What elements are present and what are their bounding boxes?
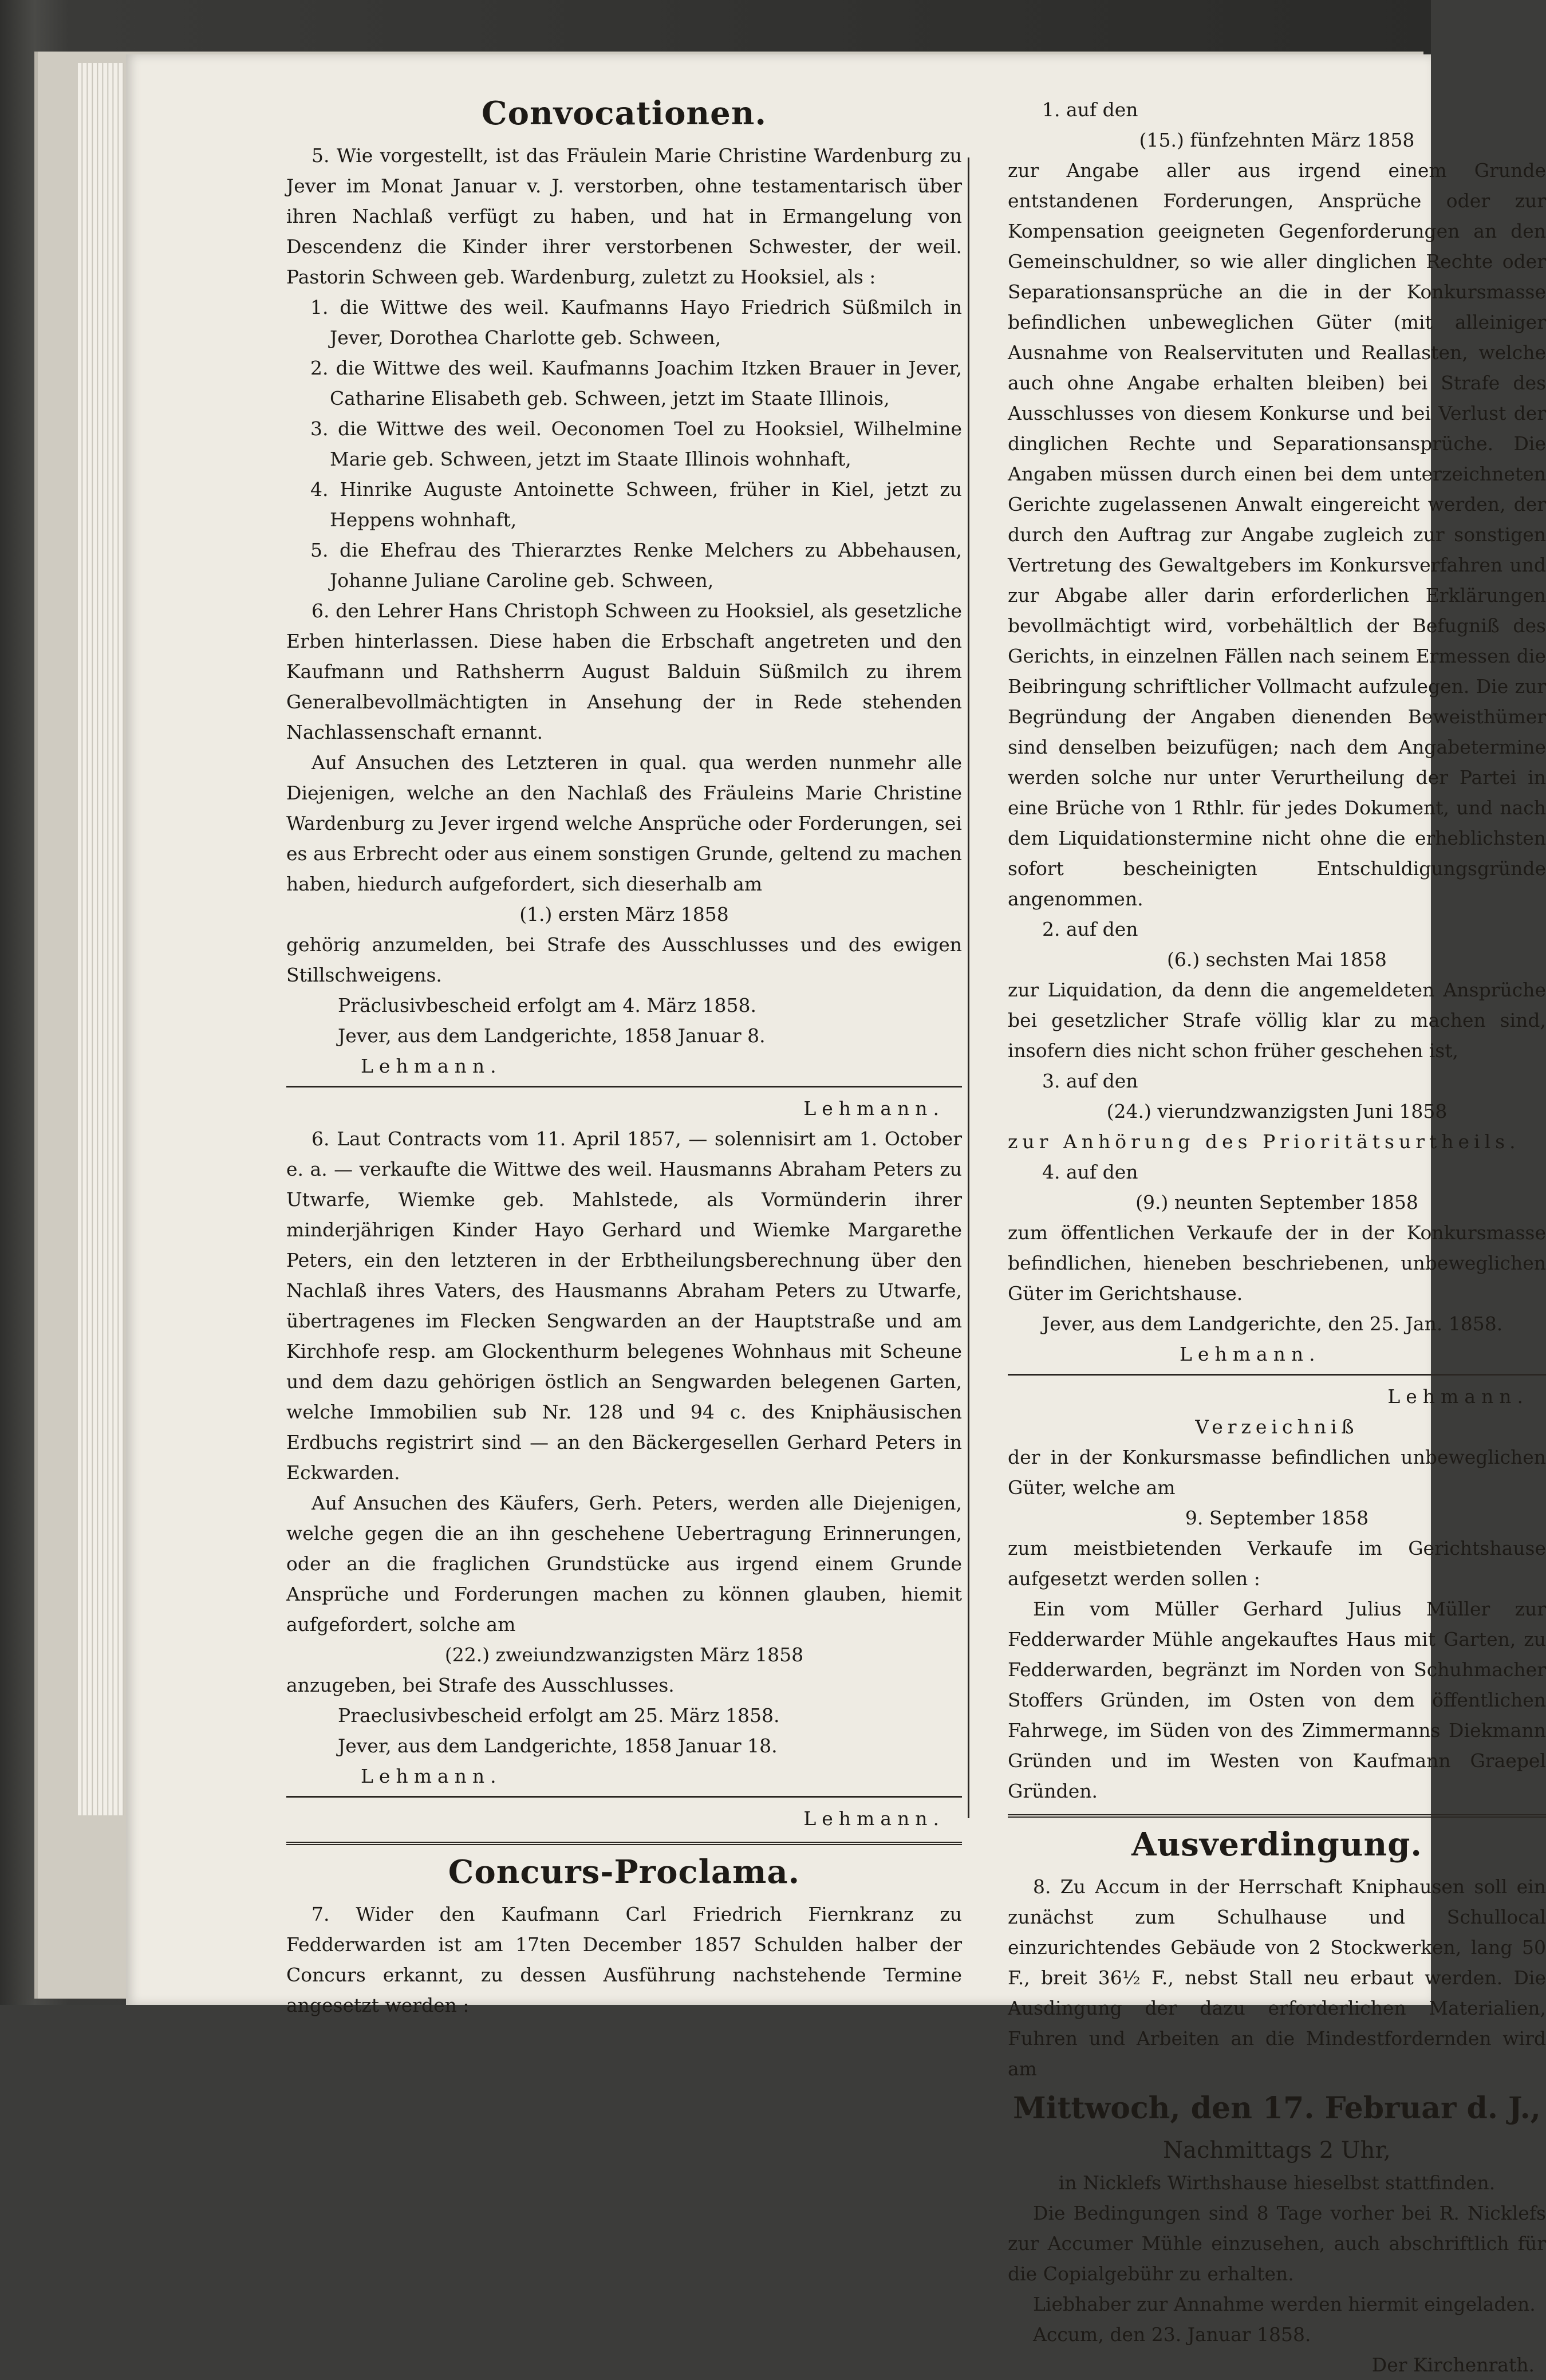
heir-item: 5. die Ehefrau des Thierarztes Renke Melchers zu Abbehausen, Johanne Juliane Caroline geb. Schween,	[310, 539, 962, 592]
notice-8-location: in Nicklefs Wirthshause hieselbst stattfinden.	[1058, 2172, 1496, 2194]
notice-5-intro: 5. Wie vorgestellt, ist das Fräulein Marie Christine Wardenburg zu Jever im Monat Januar v. J. verstorben, ohne testamentarisch über ihren Nachlaß verfügt zu haben, und hat in Ermangelung von Descendenz die Kinder ihrer verstorbenen Schwester, der weil. Pastorin Schween geb. Wardenburg, zuletzt zu Hooksiel, als :	[286, 144, 962, 288]
notice-6-praeclusiv: Praeclusivbescheid erfolgt am 25. März 1858.	[338, 1704, 780, 1727]
verzeichnis-property: Ein vom Müller Gerhard Julius Müller zur Fedderwarder Mühle angekauftes Haus mit Garten, zu Fedderwarden, begränzt im Norden von Schuhmacher Stoffers Gründen, im Osten von dem öffentlichen Fahrwege, im Süden von des Zimmermanns Diekmann Gründen und im Westen von Kaufmann Graepel Gründen.	[1008, 1598, 1546, 1802]
notice-8-date: Mittwoch, den 17. Februar d. J.,	[1013, 2091, 1541, 2126]
concurs-place: Jever, aus dem Landgerichte, den 25. Jan. 1858.	[1042, 1313, 1503, 1335]
notice-8-time: Nachmittags 2 Uhr,	[1163, 2137, 1391, 2164]
term-2-body: zur Liquidation, da denn die angemeldeten Ansprüche bei gesetzlicher Strafe völlig klar zu machen sind, insofern dies nicht schon früher geschehen ist,	[1008, 979, 1546, 1062]
verzeichnis-heading: Verzeichniß	[1195, 1416, 1359, 1438]
notice-5-signature: Lehmann.	[361, 1055, 502, 1077]
term-3-date: (24.) vierundzwanzigsten Juni 1858	[1106, 1100, 1448, 1122]
notice-6-signature-2: Lehmann.	[803, 1807, 945, 1830]
notice-7-body: 7. Wider den Kaufmann Carl Friedrich Fiernkranz zu Fedderwarden ist am 17ten December 1857 Schulden halber der Concurs erkannt, zu dessen Ausführung nachstehende Termine angesetzt werden :	[286, 1903, 962, 2016]
term-4-label: 4. auf den	[1042, 1161, 1138, 1183]
notice-5-signature-2: Lehmann.	[803, 1097, 945, 1120]
notice-8-invitation: Liebhaber zur Annahme werden hiermit eingeladen.	[1033, 2293, 1536, 2315]
term-3-body: zur Anhörung des Prioritätsurtheils.	[1008, 1130, 1520, 1153]
notice-5-date: (1.) ersten März 1858	[519, 903, 729, 925]
verzeichnis-date: 9. September 1858	[1185, 1507, 1369, 1529]
notice-8-conditions: Die Bedingungen sind 8 Tage vorher bei R. Nicklefs zur Accumer Mühle einzusehen, auch abschriftlich für die Copialgebühr zu erhalten.	[1008, 2202, 1546, 2285]
convocationen-heading: Convocationen.	[482, 94, 767, 132]
notice-5-heirs-conclusion: 6. den Lehrer Hans Christoph Schween zu Hooksiel, als gesetzliche Erben hinterlassen. Diese haben die Erbschaft angetreten und den Kaufmann und Rathsherrn August Balduin Süßmilch zu ihrem Generalbevollmächtigten in Ansehung der in Rede stehenden Nachlassenschaft ernannt.	[286, 600, 962, 743]
rule	[286, 1796, 962, 1798]
verzeichnis-intro: der in der Konkursmasse befindlichen unbeweglichen Güter, welche am	[1008, 1446, 1546, 1499]
notice-5-summons: Auf Ansuchen des Letzteren in qual. qua werden nunmehr alle Diejenigen, welche an den Nachlaß des Fräuleins Marie Christine Wardenburg zu Jever irgend welche Ansprüche oder Forderungen, sei es aus Erbrecht oder aus einem sonstigen Grunde, geltend zu machen haben, hiedurch aufgefordert, sich dieserhalb am	[286, 751, 962, 895]
term-4-body: zum öffentlichen Verkaufe der in der Konkursmasse befindlichen, hieneben beschriebenen, unbeweglichen Güter im Gerichtshause.	[1008, 1221, 1546, 1305]
concurs-signature: Lehmann.	[1180, 1343, 1321, 1365]
notice-6-summons: Auf Ansuchen des Käufers, Gerh. Peters, werden alle Diejenigen, welche gegen die an ihn geschehene Uebertragung Erinnerungen, oder an die fraglichen Grundstücke aus irgend einem Grunde Ansprüche und Forderungen machen zu können glauben, hiemit aufgefordert, solche am	[286, 1492, 962, 1636]
newspaper-page	[126, 54, 1546, 2376]
notice-6-place: Jever, aus dem Landgerichte, 1858 Januar 18.	[338, 1735, 778, 1757]
notice-6-signature: Lehmann.	[361, 1765, 502, 1787]
heir-item: 1. die Wittwe des weil. Kaufmanns Hayo Friedrich Süßmilch in Jever, Dorothea Charlotte geb. Schween,	[310, 296, 962, 349]
ausverdingung-heading: Ausverdingung.	[1131, 1826, 1422, 1863]
term-1-body: zur Angabe aller aus irgend einem Grunde entstandenen Forderungen, Ansprüche oder zur Kompensation geeigneten Gegenforderungen an den Gemeinschuldner, so wie aller dinglichen Rechte oder Separationsansprüche an die in der Konkursmasse befindlichen unbeweglichen Güter (mit alleiniger Ausnahme von Realservituten und Reallasten, welche auch ohne Angabe erhalten bleiben) bei Strafe des Ausschlusses von diesem Konkurse und bei Verlust der dinglichen Rechte und Separationsansprüche. Die Angaben müssen durch einen bei dem unterzeichneten Gerichte zugelassenen Anwalt eingereicht werden, der durch den Auftrag zur Angabe zugleich zur sonstigen Vertretung des Gewaltgebers im Konkursverfahren und zur Abgabe aller darin erforderlichen Erklärungen bevollmächtigt wird, vorbehältlich der Befugniß des Gerichts, in einzelnen Fällen nach seinem Ermessen die Beibringung schriftlicher Vollmacht aufzulegen. Die zur Begründung der Angaben dienenden Beweisthümer sind denselben beizufügen; nach dem Angabetermine werden solche nur unter Verurtheilung der Partei in eine Brüche von 1 Rthlr. für jedes Dokument, und nach dem Liquidationstermine nicht ohne die erheblichsten sofort bescheinigten Entschuldigungsgründe angenommen.	[1008, 159, 1546, 910]
notice-8-signature: Der Kirchenrath.	[1371, 2354, 1535, 2376]
notice-6-penalty: anzugeben, bei Strafe des Ausschlusses.	[286, 1674, 675, 1696]
notice-6-date: (22.) zweiundzwanzigsten März 1858	[444, 1644, 804, 1666]
column-divider	[968, 157, 969, 1818]
term-1-label: 1. auf den	[1042, 98, 1138, 121]
heir-item: 4. Hinrike Auguste Antoinette Schween, früher in Kiel, jetzt zu Heppens wohnhaft,	[310, 478, 962, 531]
heir-item: 2. die Wittwe des weil. Kaufmanns Joachim Itzken Brauer in Jever, Catharine Elisabeth geb. Schween, jetzt im Staate Illinois,	[310, 357, 962, 409]
concurs-heading: Concurs-Proclama.	[448, 1853, 800, 1891]
notice-8-place: Accum, den 23. Januar 1858.	[1033, 2323, 1311, 2346]
notice-5-place: Jever, aus dem Landgerichte, 1858 Januar 8.	[338, 1024, 766, 1047]
notice-8-body: 8. Zu Accum in der Herrschaft Kniphausen soll ein zunächst zum Schulhause und Schullocal einzurichtendes Gebäude von 2 Stockwerken, lang 50 F., breit 36½ F., nebst Stall neu erbaut werden. Die Ausdingung der dazu erforderlichen Materialien, Fuhren und Arbeiten an die Mindestfordernden wird am	[1008, 1875, 1546, 2080]
section-divider	[1008, 1814, 1546, 1818]
concurs-signature-2: Lehmann.	[1387, 1385, 1529, 1408]
rule	[286, 1086, 962, 1087]
term-3-label: 3. auf den	[1042, 1070, 1138, 1092]
heir-item: 3. die Wittwe des weil. Oeconomen Toel zu Hooksiel, Wilhelmine Marie geb. Schween, jetzt im Staate Illinois wohnhaft,	[310, 417, 962, 470]
notice-6-body: 6. Laut Contracts vom 11. April 1857, — solennisirt am 1. October e. a. — verkaufte die Wittwe des weil. Hausmanns Abraham Peters zu Utwarfe, Wiemke geb. Mahlstede, als Vormünderin ihrer minderjährigen Kinder Hayo Gerhard und Wiemke Margarethe Peters, ein den letzteren in der Erbtheilungsberechnung über den Nachlaß ihres Vaters, des Hausmanns Abraham Peters zu Utwarfe, übertragenes im Flecken Sengwarden an der Hauptstraße und am Kirchhofe resp. am Glockenthurm belegenes Wohnhaus mit Scheune und dem dazu gehörigen östlich an Sengwarden belegenen Garten, welche Immobilien sub Nr. 128 und 94 c. des Kniphäusischen Erdbuchs registrirt sind — an den Bäckergesellen Gerhard Peters in Eckwarden.	[286, 1128, 962, 1484]
notice-5-penalty: gehörig anzumelden, bei Strafe des Ausschlusses und des ewigen Stillschweigens.	[286, 933, 962, 986]
section-divider	[286, 1842, 962, 1845]
verzeichnis-text: zum meistbietenden Verkaufe im Gerichtshause aufgesetzt werden sollen :	[1008, 1537, 1546, 1590]
left-column	[286, 94, 962, 2020]
term-2-label: 2. auf den	[1042, 918, 1138, 940]
term-1-date: (15.) fünfzehnten März 1858	[1139, 129, 1415, 151]
notice-5-praeclusiv: Präclusivbescheid erfolgt am 4. März 1858.	[338, 994, 756, 1016]
right-column	[1008, 94, 1546, 2380]
term-2-date: (6.) sechsten Mai 1858	[1167, 948, 1387, 971]
rule	[1008, 1374, 1546, 1376]
term-4-date: (9.) neunten September 1858	[1135, 1191, 1418, 1213]
